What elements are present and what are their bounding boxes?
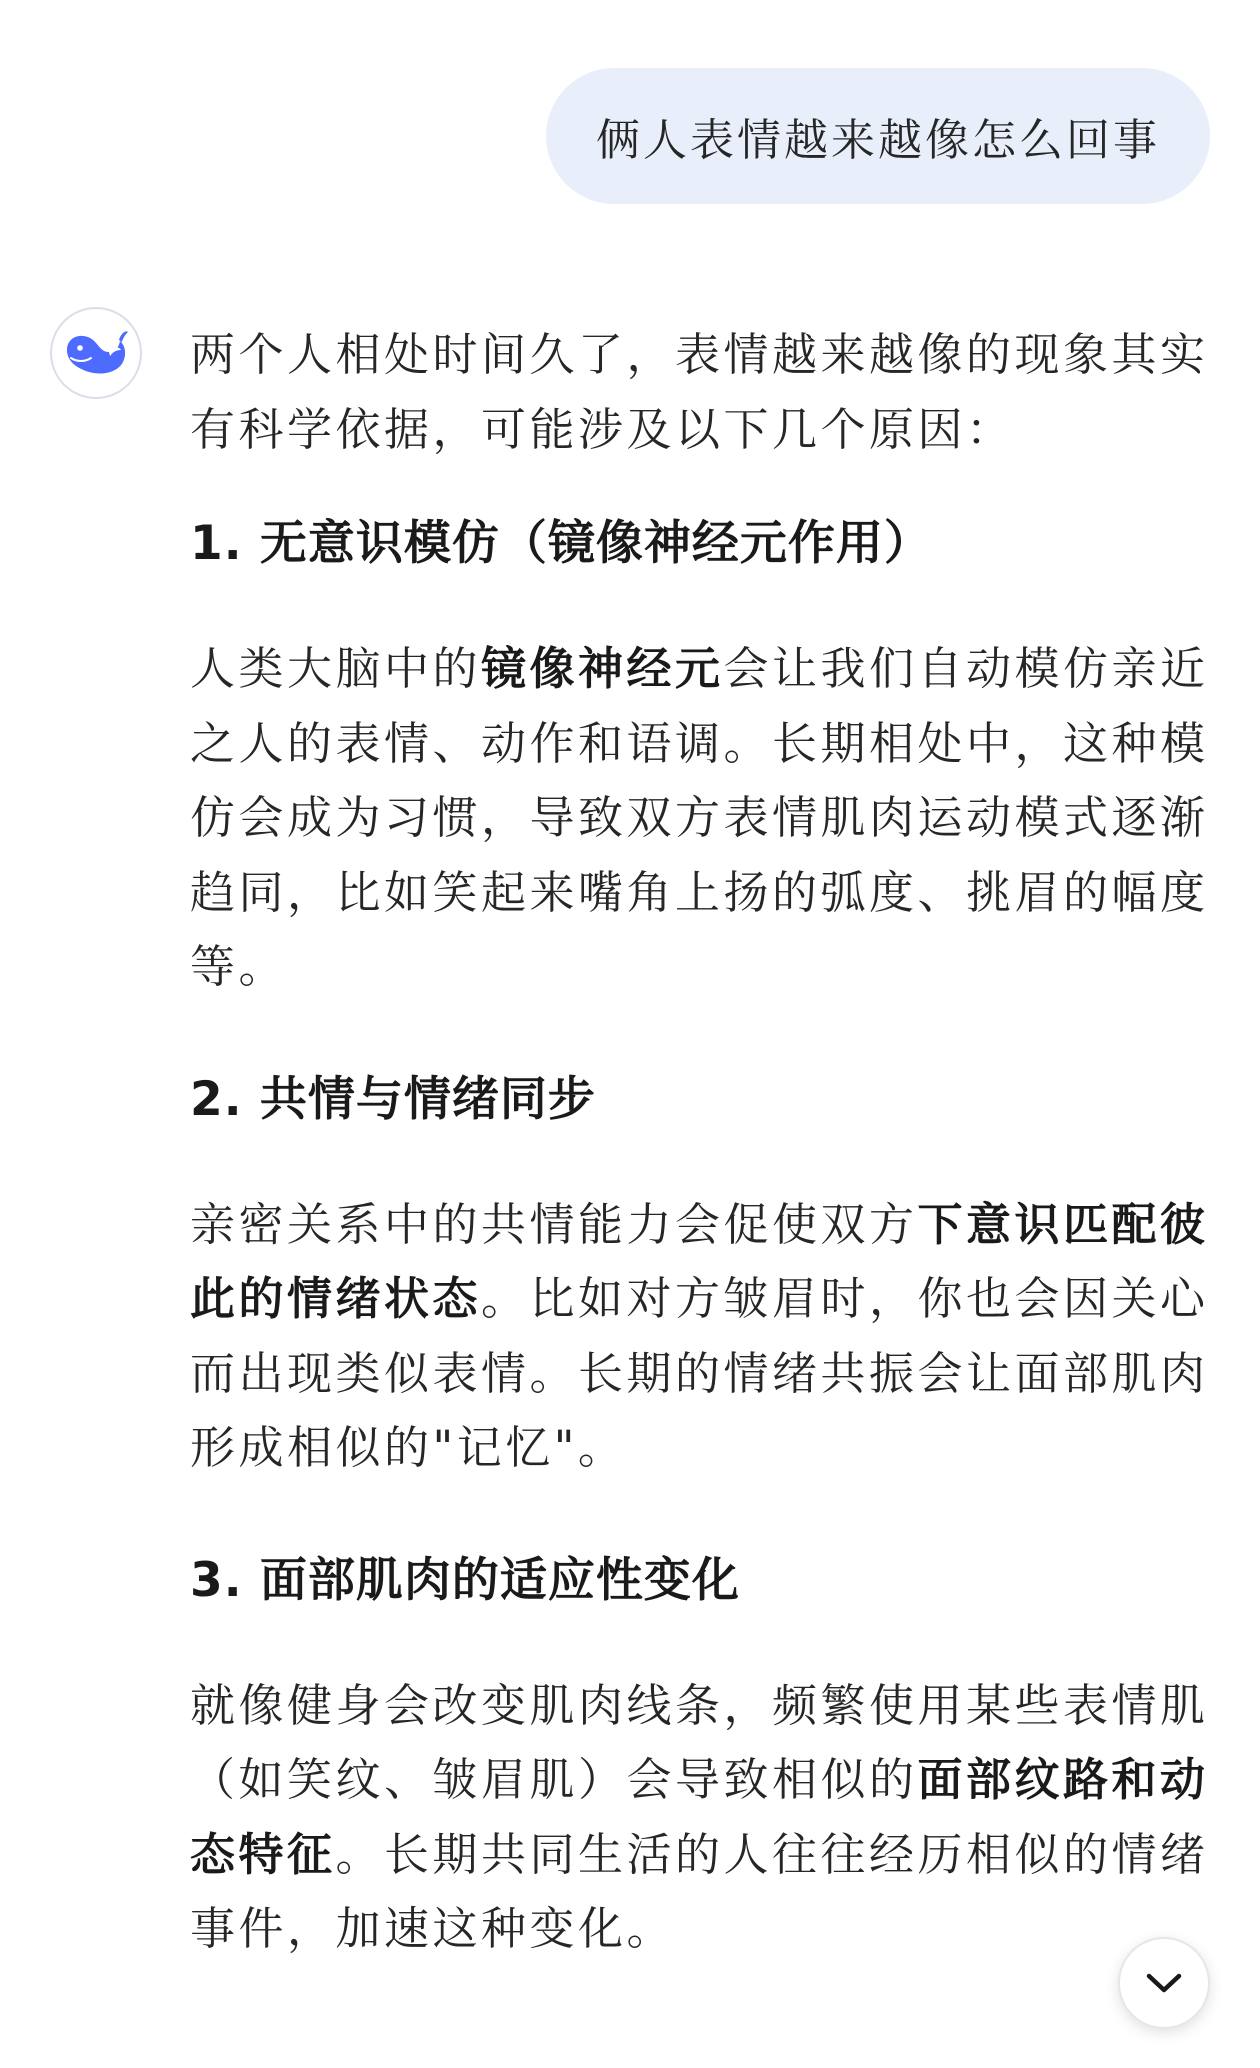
scroll-to-bottom-button[interactable] xyxy=(1118,1937,1210,2029)
section-1-body: 人类大脑中的镜像神经元会让我们自动模仿亲近之人的表情、动作和语调。长期相处中，这种模仿会成为习惯，导致双方表情肌肉运动模式逐渐趋同，比如笑起来嘴角上扬的弧度、挑眉的幅度等。 xyxy=(190,642,1209,993)
deepseek-whale-icon xyxy=(63,328,129,378)
user-message-bubble xyxy=(546,68,1210,204)
section-2-heading: 2. 共情与情绪同步 xyxy=(190,1071,596,1127)
intro-paragraph: 两个人相处时间久了，表情越来越像的现象其实有科学依据，可能涉及以下几个原因： xyxy=(190,328,1209,456)
section-3-heading: 3. 面部肌肉的适应性变化 xyxy=(190,1552,740,1608)
section-2-highlight: 下意识匹配彼此的情绪状态 xyxy=(190,1197,1209,1325)
section-3-body: 就像健身会改变肌肉线条，频繁使用某些表情肌（如笑纹、皱眉肌）会导致相似的面部纹路和动态特征。长期共同生活的人往往经历相似的情绪事件，加速这种变化。 xyxy=(190,1678,1209,1955)
section-1-highlight: 镜像神经元 xyxy=(481,642,724,695)
assistant-answer xyxy=(190,318,1215,1967)
section-3-highlight: 面部纹路和动态特征 xyxy=(190,1753,1209,1881)
user-message-text: 俩人表情越来越像怎么回事 xyxy=(596,115,1160,166)
assistant-avatar xyxy=(50,307,142,399)
section-1-heading: 1. 无意识模仿（镜像神经元作用） xyxy=(190,516,932,571)
chevron-down-icon xyxy=(1144,1971,1184,1995)
section-2-body: 亲密关系中的共情能力会促使双方下意识匹配彼此的情绪状态。比如对方皱眉时，你也会因关心而出现类似表情。长期的情绪共振会让面部肌肉形成相似的"记忆"。 xyxy=(190,1197,1209,1474)
